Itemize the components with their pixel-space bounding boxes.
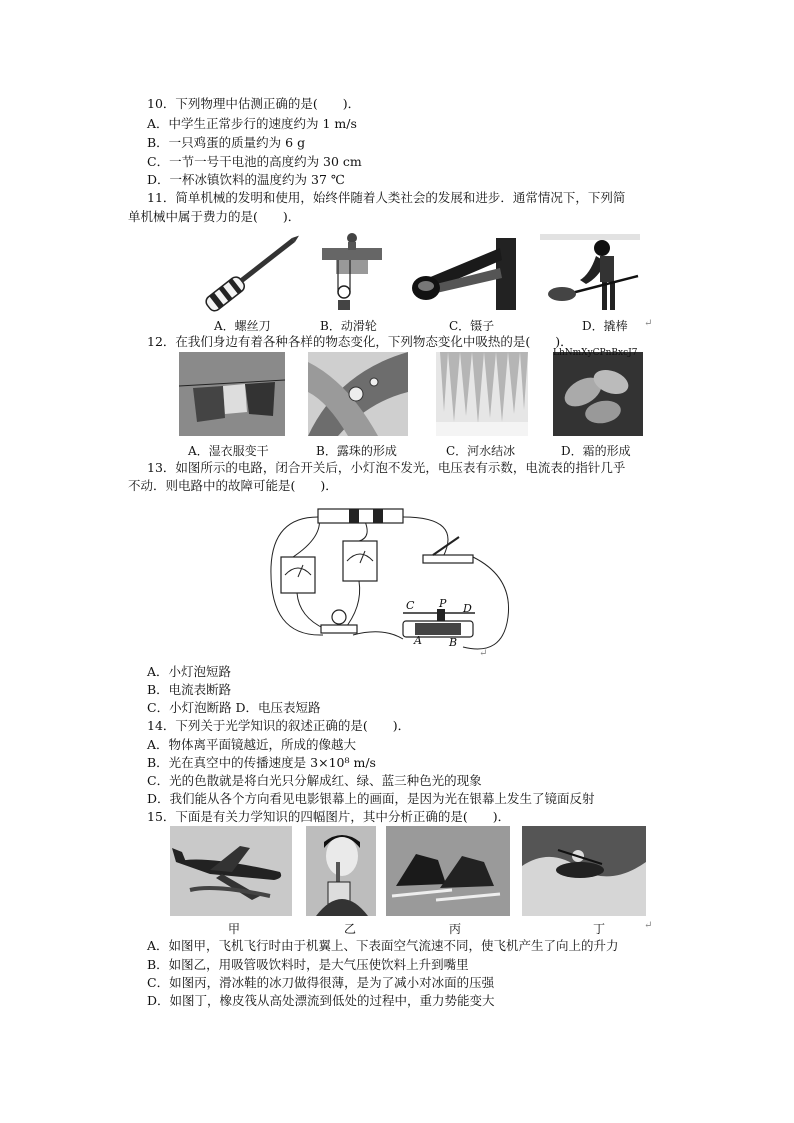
q10-stem: 10．下列物理中估测正确的是( )．	[147, 96, 361, 111]
q12-stem: 12．在我们身边有着各种各样的物态变化，下列物态变化中吸热的是( )．	[147, 334, 573, 349]
airplane-image	[170, 826, 292, 916]
rafting-image	[522, 826, 646, 916]
q11-caption-c: C．镊子	[449, 319, 495, 333]
rheostat-label-a: A	[414, 634, 422, 647]
q11-caption-d: D．撬棒	[582, 319, 628, 333]
q15-stem: 15．下面是有关力学知识的四幅图片，其中分析正确的是( )．	[147, 809, 511, 824]
q15-caption-ding: 丁	[593, 922, 606, 936]
q15-caption-jia: 甲	[228, 922, 241, 936]
frozen-river-image	[436, 352, 528, 436]
q15-option-a: A．如图甲，飞机飞行时由于机翼上、下表面空气流速不同，使飞机产生了向上的升力	[147, 938, 619, 953]
return-mark: ↵	[479, 648, 488, 659]
q14-stem: 14．下列关于光学知识的叙述正确的是( )．	[147, 718, 411, 733]
q14-option-d: D．我们能从各个方向看见电影银幕上的画面，是因为光在银幕上发生了镜面反射	[147, 791, 595, 806]
q10-option-b: B．一只鸡蛋的质量约为 6 g	[147, 135, 306, 150]
rheostat-label-b: B	[449, 636, 458, 649]
q12-caption-c: C．河水结冰	[446, 444, 516, 458]
q11-stem-line2: 单机械中属于费力的是( )．	[128, 209, 301, 224]
return-mark: ↵	[644, 920, 653, 931]
rheostat-label-c: C	[406, 599, 415, 612]
crowbar-image	[540, 234, 640, 312]
q10-option-c: C．一节一号干电池的高度约为 30 cm	[147, 154, 362, 169]
q13-stem-line1: 13．如图所示的电路，闭合开关后，小灯泡不发光，电压表有示数，电流表的指针几乎	[147, 460, 626, 475]
rheostat-label-d: D	[463, 602, 472, 615]
q13-option-cd: C．小灯泡断路 D．电压表短路	[147, 700, 321, 715]
q14-option-c: C．光的色散就是将白光只分解成红、绿、蓝三种色光的现象	[147, 773, 482, 788]
q13-option-a: A．小灯泡短路	[147, 664, 232, 679]
q15-option-d: D．如图丁，橡皮筏从高处漂流到低处的过程中，重力势能变大	[147, 993, 495, 1008]
q10-option-a: A．中学生正常步行的速度约为 1 m/s	[147, 116, 357, 131]
circuit-diagram	[263, 497, 525, 661]
rheostat-label-p: P	[439, 597, 447, 610]
q12-caption-b: B．露珠的形成	[316, 444, 397, 458]
frost-leaf-image	[553, 352, 643, 436]
q13-stem-line2: 不动．则电路中的故障可能是( )．	[128, 478, 338, 493]
q15-option-b: B．如图乙，用吸管吸饮料时，是大气压使饮料上升到嘴里	[147, 957, 469, 972]
q14-option-a: A．物体离平面镜越近，所成的像越大	[147, 737, 357, 752]
tweezers-image	[410, 238, 516, 310]
q14-option-b: B．光在真空中的传播速度是 3×10⁸ m/s	[147, 755, 376, 770]
q11-caption-b: B．动滑轮	[320, 319, 377, 333]
dew-leaf-image	[308, 352, 408, 436]
wet-clothes-image	[179, 352, 285, 436]
q11-stem-line1: 11．简单机械的发明和使用，始终伴随着人类社会的发展和进步．通常情况下，下列简	[147, 190, 626, 205]
q15-option-c: C．如图丙，滑冰鞋的冰刀做得很薄，是为了减小对冰面的压强	[147, 975, 495, 990]
ice-skates-image	[386, 826, 510, 916]
q12-caption-d: D．霜的形成	[561, 444, 631, 458]
q12-watermark: LhNmXyCPnBxcJ7	[553, 348, 638, 358]
q11-caption-a: A．螺丝刀	[214, 319, 271, 333]
q10-option-d: D．一杯冰镇饮料的温度约为 37 ℃	[147, 172, 345, 187]
pulley-image	[322, 230, 382, 312]
q15-caption-bing: 丙	[449, 922, 462, 936]
q12-caption-a: A．湿衣服变干	[188, 444, 269, 458]
screwdriver-image	[192, 233, 312, 313]
q13-option-b: B．电流表断路	[147, 682, 232, 697]
return-mark: ↵	[644, 318, 653, 329]
straw-drinking-image	[306, 826, 376, 916]
q15-caption-yi: 乙	[344, 922, 357, 936]
